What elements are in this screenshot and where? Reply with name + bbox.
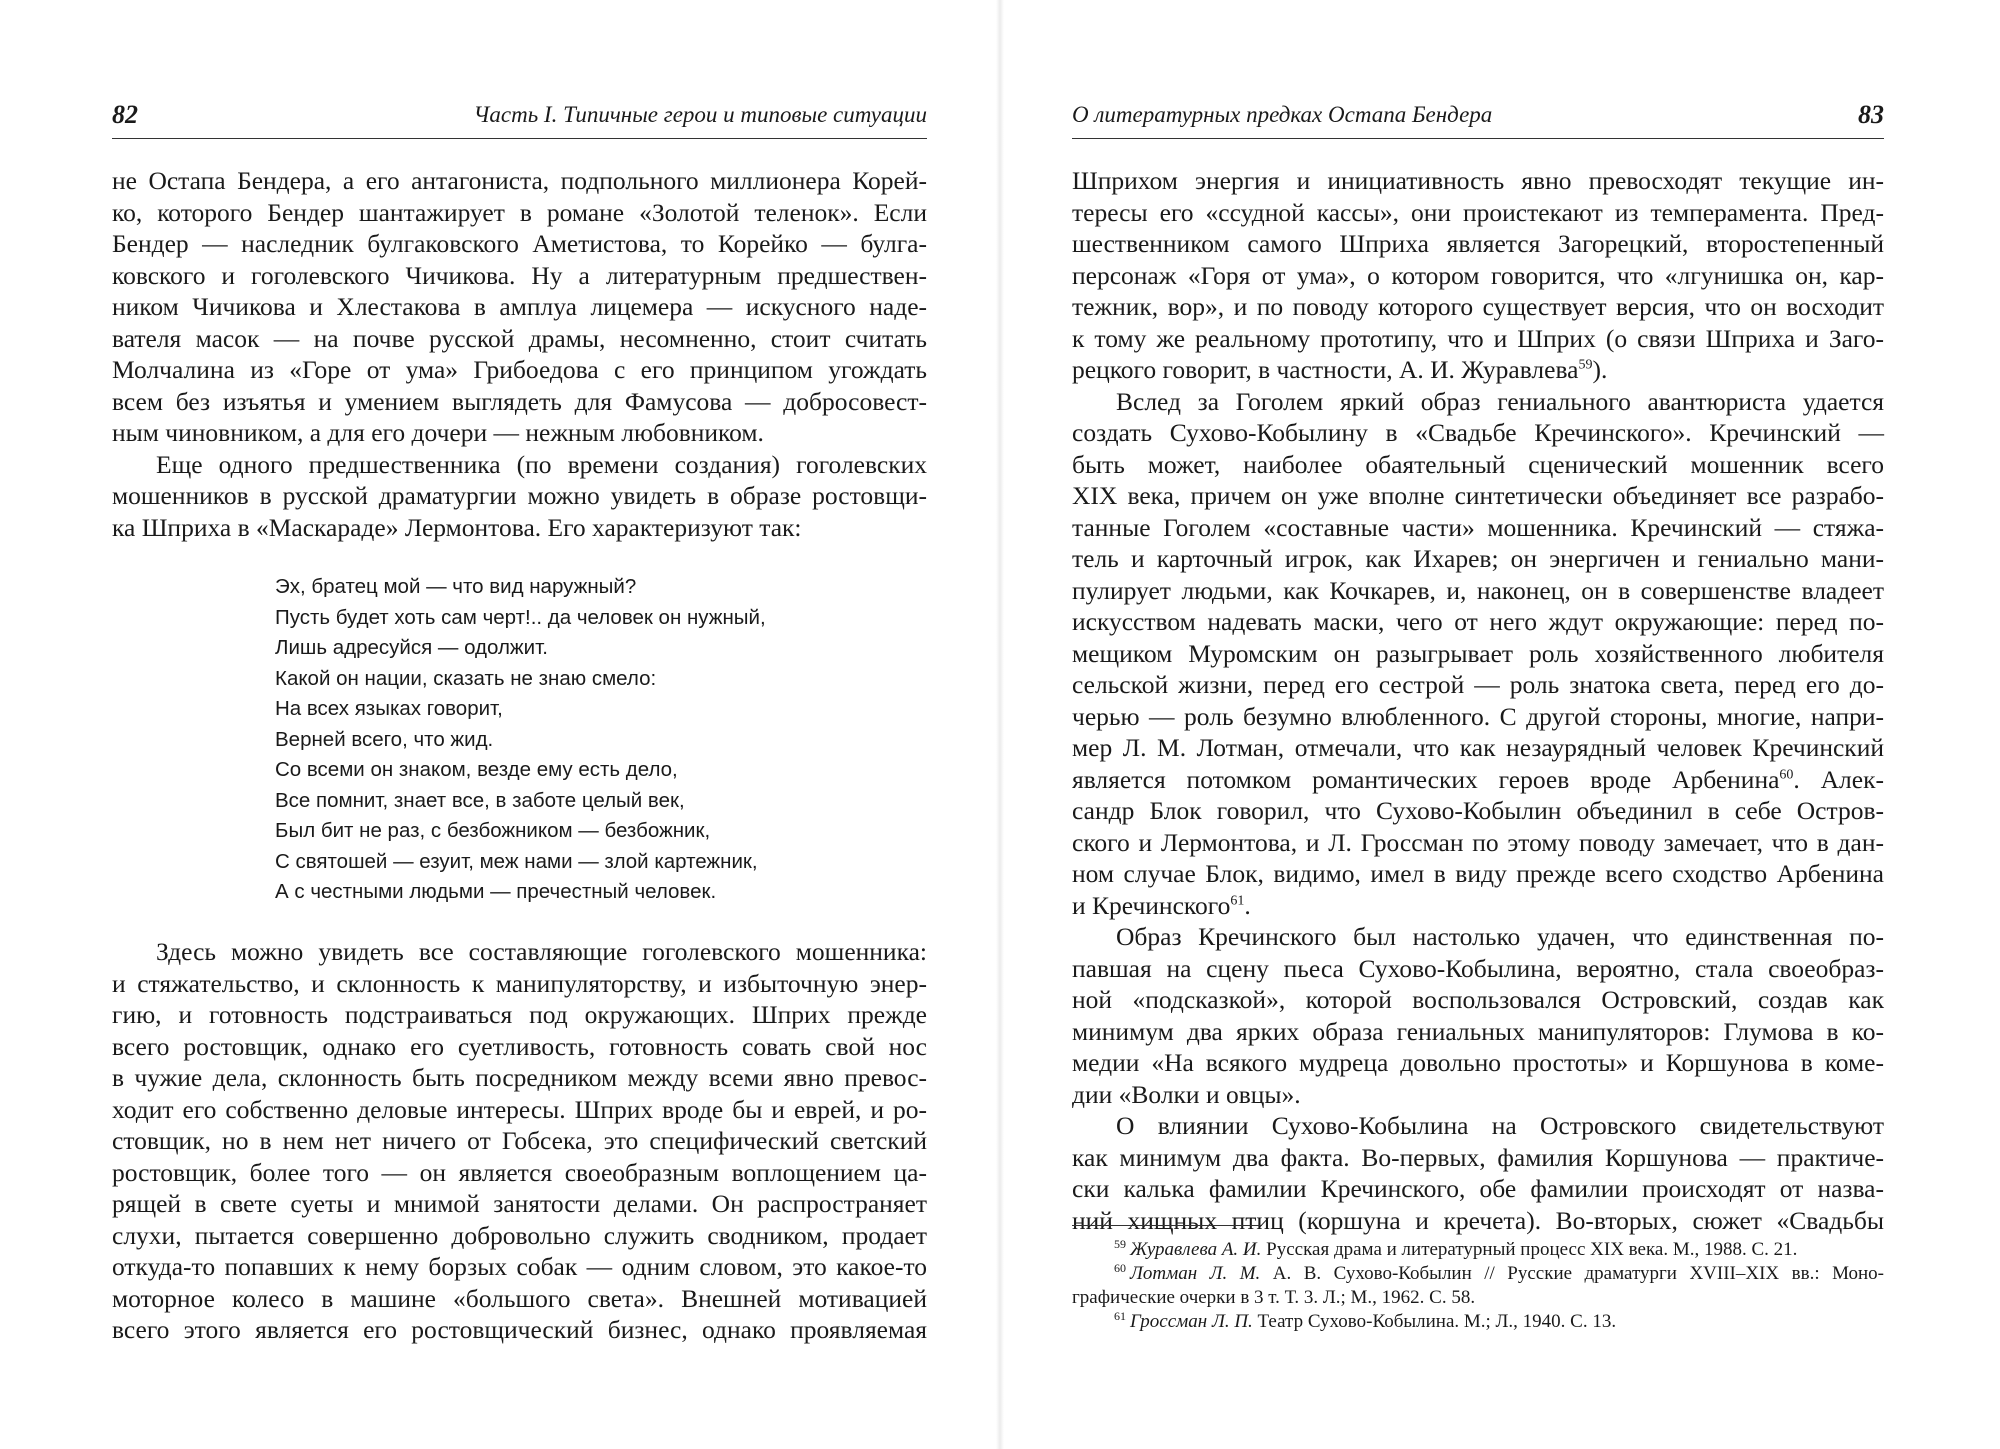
text-line: стовщик, но в нем нет ничего от Гобсека, это специфический светский <box>112 1126 927 1155</box>
text-line: ски калька фамилии Кречинского, обе фамилии происходят от назва- <box>1072 1174 1884 1203</box>
text-line: танные Гоголем «составные части» мошенника. Кречинский — стяжа- <box>1072 512 1884 542</box>
footnote-text: А. В. Сухово-Кобылин // Русские драматурги XVIII–XIX вв.: Моно- <box>1272 1263 1884 1284</box>
text-line: медии «На всякого мудреца довольно простоты» и Коршунова в коме- <box>1072 1048 1884 1077</box>
running-head-rule <box>1072 138 1884 139</box>
verse-line: Все помнит, знает все, в заботе целый век, <box>275 788 685 812</box>
text-line: быть может, наиболее обаятельный сценический мошенник всего <box>1072 449 1884 479</box>
verse-line: Лишь адресуйся — одолжит. <box>275 636 548 659</box>
text-fragment: . <box>1244 890 1251 920</box>
text-line: ным чиновником, а для его дочери — нежным любовником. <box>112 418 764 447</box>
text-line: пулирует людьми, как Кочкарев, и, наконец, он в совершенстве владеет <box>1072 575 1884 605</box>
text-line: мер Л. М. Лотман, отмечали, что как незаурядный человек Кречинский <box>1072 733 1884 762</box>
footnote-author: Гроссман Л. П. <box>1130 1311 1253 1332</box>
text-line: Образ Кречинского был настолько удачен, что единственная по- <box>1116 922 1884 951</box>
verse-quote <box>275 572 766 908</box>
text-line: ний хищных птиц (коршуна и кречета). Во-вторых, сюжет «Свадьбы <box>1072 1205 1884 1235</box>
footnote-number: 61 <box>1114 1308 1126 1323</box>
text-fragment: и Кречинского <box>1072 890 1231 920</box>
text-line: ко, которого Бендер шантажирует в романе «Золотой теленок». Если <box>112 197 927 227</box>
text-line: ном случае Блок, видимо, имел в виду прежде всего сходство Арбенина <box>1072 859 1884 888</box>
text-line: персонаж «Горя от ума», о котором говорится, что «лгунишка он, кар- <box>1072 260 1884 290</box>
text-line: Здесь можно увидеть все составляющие гоголевского мошенника: <box>156 937 927 966</box>
text-line: сандр Блок говорил, что Сухово-Кобылин объединил в себе Остров- <box>1072 796 1884 825</box>
text-line: моторное колесо в машине «большого света». Внешней мотивацией <box>112 1283 927 1313</box>
text-line: дии «Волки и овцы». <box>1072 1079 1301 1109</box>
text-line: минимум два ярких образа гениальных манипуляторов: Глумова в ко- <box>1072 1016 1884 1046</box>
footnote-number: 60 <box>1114 1260 1126 1275</box>
text-fragment: рецкого говорит, в частности, А. И. Журавлева <box>1072 355 1579 384</box>
text-line: вателя масок — на почве русской драмы, несомненно, стоит считать <box>112 323 927 353</box>
text-line: и стяжательство, и склонность к манипуляторству, и избыточную энер- <box>112 968 927 998</box>
text-line: ходит его собственно деловые интересы. Шприх вроде бы и еврей, и ро- <box>112 1094 927 1124</box>
text-line: искусством надевать маски, чего от него ждут окружающие: перед по- <box>1072 607 1884 636</box>
footnote-number: 59 <box>1114 1236 1126 1251</box>
text-line: тель и карточный игрок, как Ихарев; он энергичен и гениально мани- <box>1072 544 1884 573</box>
text-line: ростовщик, более того — он является своеобразным воплощением ца- <box>112 1157 927 1187</box>
footnote-author: Лотман Л. М. <box>1130 1263 1261 1284</box>
text-line: ка Шприха в «Маскараде» Лермонтова. Его характеризуют так: <box>112 512 802 542</box>
text-line: тежник, вор», и по поводу которого существует версия, что он восходит <box>1072 292 1884 321</box>
text-line: всем без изъятья и умением выглядеть для Фамусова — добросовест- <box>112 386 927 416</box>
text-line: создать Сухово-Кобылину в «Свадьбе Кречинского». Кречинский — <box>1072 418 1884 447</box>
footnote-59 <box>1072 1238 1884 1262</box>
left-paragraph-3 <box>112 936 927 1346</box>
text-line: слухи, пытается совершенно добровольно служить сводником, продает <box>112 1220 927 1250</box>
footnote-separator <box>1072 1225 1262 1226</box>
text-line: Шприхом энергия и инициативность явно превосходят текущие ин- <box>1072 166 1884 195</box>
text-line: Бендер — наследник булгаковского Аметистова, то Корейко — булга- <box>112 229 927 258</box>
text-line: мещиком Муромским он разыгрывает роль хозяйственного любителя <box>1072 638 1884 668</box>
running-head-title-left: Часть I. Типичные герои и типовые ситуации <box>473 102 927 127</box>
text-line: как минимум два факта. Во-первых, фамилия Коршунова — практиче- <box>1072 1142 1884 1172</box>
text-line: Молчалина из «Горе от ума» Грибоедова с его принципом угождать <box>112 355 927 384</box>
text-fragment: ). <box>1592 355 1608 384</box>
running-head-rule <box>112 138 927 139</box>
verse-line: На всех языках говорит, <box>275 697 503 720</box>
right-page <box>1000 0 2000 1449</box>
text-line: рящей в свете суеты и мнимой занятости делами. Он распространяет <box>112 1189 927 1218</box>
text-line: всего этого является его ростовщический бизнес, однако проявляемая <box>112 1315 927 1344</box>
footnote-text: Театр Сухово-Кобылина. М.; Л., 1940. С. 13. <box>1257 1311 1617 1332</box>
footnote-author: Журавлева А. И. <box>1130 1239 1262 1260</box>
verse-line: Верней всего, что жид. <box>275 727 494 751</box>
text-line: гию, и готовность подстраиваться под окружающих. Шприх прежде <box>112 1000 927 1029</box>
text-line: в чужие дела, склонность быть посредником между всеми явно превос- <box>112 1063 927 1092</box>
footnote-ref-61[interactable]: 61 <box>1230 893 1245 908</box>
verse-line: Какой он нации, сказать не знаю смело: <box>275 666 657 690</box>
footnote-60-continued: графические очерки в 3 т. Т. 3. Л.; М., 1962. С. 58. <box>1072 1287 1476 1308</box>
verse-line: Со всеми он знаком, везде ему есть дело, <box>275 758 678 781</box>
verse-line: Пусть будет хоть сам черт!.. да человек он нужный, <box>275 605 766 629</box>
text-line: черью — роль безумно влюбленного. С другой стороны, многие, напри- <box>1072 701 1884 731</box>
text-line: откуда-то попавших к нему борзых собак — одним словом, это какое-то <box>112 1252 927 1281</box>
text-line: сельской жизни, перед его сестрой — роль знатока света, перед его до- <box>1072 670 1884 699</box>
running-head-title-right: О литературных предках Остапа Бендера <box>1072 102 1493 127</box>
text-line: ского и Лермонтова, и Л. Гроссман по этому поводу замечает, что в дан- <box>1072 827 1884 857</box>
text-line: Еще одного предшественника (по времени создания) гоголевских <box>156 449 927 479</box>
text-line: тересы его «ссудной кассы», они проистекают из темперамента. Пред- <box>1072 197 1884 227</box>
text-line: О влиянии Сухово-Кобылина на Островского свидетельствуют <box>1116 1111 1884 1140</box>
footnotes <box>1072 1238 1884 1334</box>
text-line <box>1072 764 1884 796</box>
text-line: к тому же реальному прототипу, что и Шприх (о связи Шприха и Заго- <box>1072 323 1884 353</box>
page-number-right: 83 <box>1858 100 1884 129</box>
text-line: шественником самого Шприха является Загорецкий, второстепенный <box>1072 229 1884 258</box>
text-fragment: является потомком романтических героев вроде Арбенина <box>1072 764 1780 794</box>
text-line: павшая на сцену пьеса Сухово-Кобылина, вероятно, стала своеобраз- <box>1072 953 1884 983</box>
text-line: всего ростовщик, однако его суетливость, готовность совать свой нос <box>112 1031 927 1061</box>
verse-line: А с честными людьми — пречестный человек. <box>275 880 717 903</box>
footnote-ref-60[interactable]: 60 <box>1779 767 1794 782</box>
verse-line: Был бит не раз, с безбожником — безбожник, <box>275 819 711 842</box>
text-line: мошенников в русской драматургии можно увидеть в образе ростовщи- <box>112 481 927 510</box>
footnote-61 <box>1072 1310 1884 1334</box>
page-number-left: 82 <box>112 100 138 129</box>
verse-line: Эх, братец мой — что вид наружный? <box>275 575 637 598</box>
text-line: ником Чичикова и Хлестакова в амплуа лицемера — искусного наде- <box>112 292 927 321</box>
text-line: XIX века, причем он уже вполне синтетически объединяет все разрабо- <box>1072 481 1884 510</box>
footnote-text: Русская драма и литературный процесс XIX века. М., 1988. С. 21. <box>1266 1239 1798 1260</box>
left-paragraph-1 <box>112 165 927 543</box>
text-line: не Остапа Бендера, а его антагониста, подпольного миллионера Корей- <box>112 166 927 195</box>
footnote-ref-59[interactable]: 59 <box>1578 357 1593 373</box>
right-body-text <box>1072 165 1884 1236</box>
text-line <box>1072 354 1884 386</box>
text-line: ковского и гоголевского Чичикова. Ну а литературным предшествен- <box>112 260 927 290</box>
text-line <box>1072 890 1884 922</box>
text-line: ной «подсказкой», которой воспользовался Островский, создав как <box>1072 985 1884 1014</box>
verse-line: С святошей — езуит, меж нами — злой картежник, <box>275 849 758 873</box>
text-fragment: . Алек- <box>1793 764 1884 794</box>
footnote-60 <box>1072 1262 1884 1286</box>
text-line: Вслед за Гоголем яркий образ гениального авантюриста удается <box>1116 386 1884 416</box>
